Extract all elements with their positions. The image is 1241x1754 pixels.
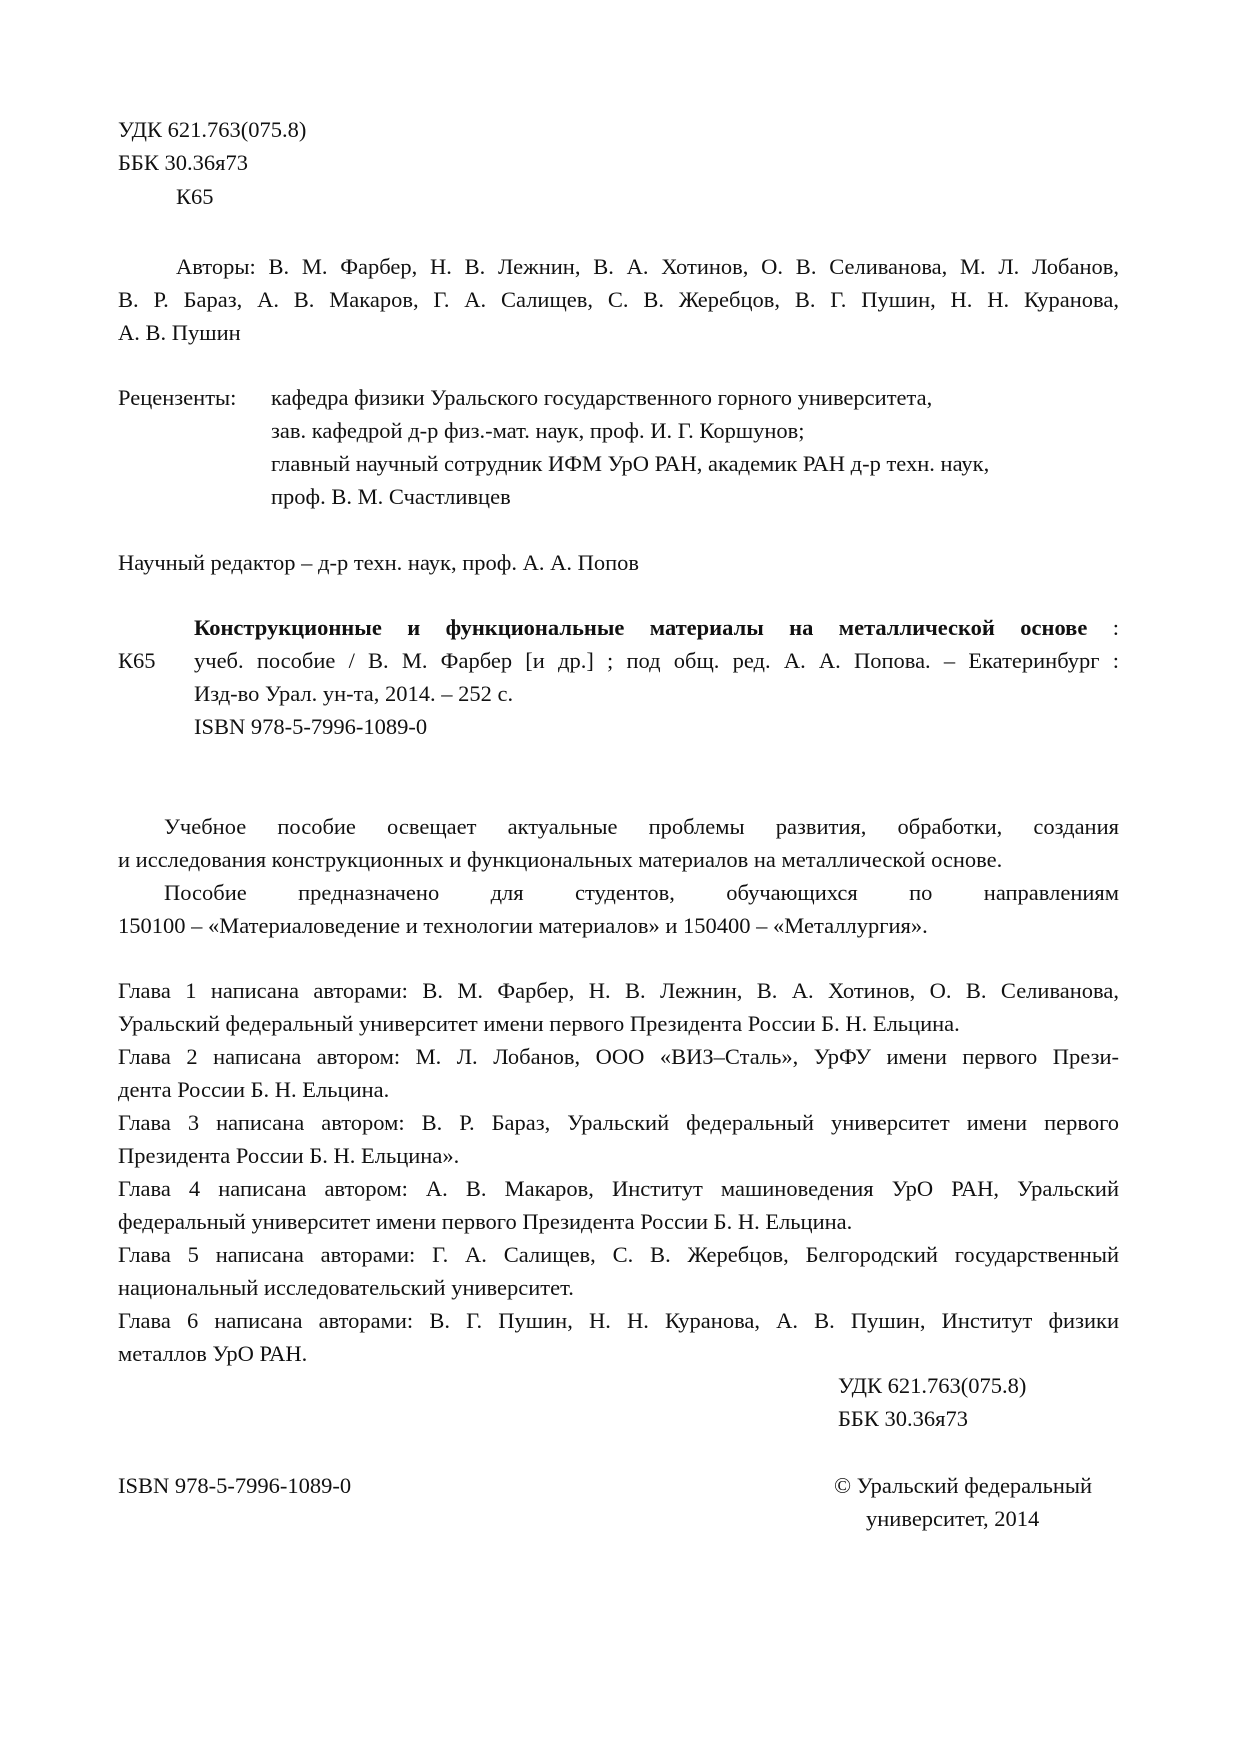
annotation-p2-line-1: Пособие предназначено для студентов, обучающихся по направлениям xyxy=(164,880,1119,905)
annotation-p2-line-2: 150100 – «Материаловедение и технологии материалов» и 150400 – «Металлургия». xyxy=(118,913,928,938)
annotation-p1-line-2: и исследования конструкционных и функциональных материалов на металлической основе. xyxy=(118,847,1003,872)
authors-line-3: А. В. Пушин xyxy=(118,320,241,345)
footer-isbn: ISBN 978-5-7996-1089-0 xyxy=(118,1473,352,1498)
bib-title-suffix: : xyxy=(1087,615,1119,640)
reviewer-line-1: кафедра физики Уральского государственного горного университета, xyxy=(271,385,933,410)
chapter-1-line-1: Глава 1 написана авторами: В. М. Фарбер, Н. В. Лежнин, В. А. Хотинов, О. В. Селиванова, xyxy=(118,978,1119,1003)
chapter-2-line-2: дента России Б. Н. Ельцина. xyxy=(118,1077,390,1102)
bib-title: Конструкционные и функциональные материалы на металлической основе xyxy=(194,615,1088,640)
bib-title-line xyxy=(194,612,1119,644)
bib-line-3: Изд-во Урал. ун-та, 2014. – 252 с. xyxy=(194,681,514,706)
reviewer-line-2: зав. кафедрой д-р физ.-мат. наук, проф. И. Г. Коршунов; xyxy=(271,418,805,443)
author-mark-code: К65 xyxy=(176,184,214,209)
annotation-p1-line-1: Учебное пособие освещает актуальные проблемы развития, обработки, создания xyxy=(164,814,1119,839)
chapter-1-line-2: Уральский федеральный университет имени первого Президента России Б. Н. Ельцина. xyxy=(118,1011,960,1036)
scientific-editor: Научный редактор – д-р техн. наук, проф. А. А. Попов xyxy=(118,550,640,575)
bib-isbn: ISBN 978-5-7996-1089-0 xyxy=(194,714,428,739)
bib-line-2: учеб. пособие / В. М. Фарбер [и др.] ; под общ. ред. А. А. Попова. – Екатеринбург : xyxy=(194,648,1119,673)
chapter-3-line-2: Президента России Б. Н. Ельцина». xyxy=(118,1143,460,1168)
reviewers-label: Рецензенты: xyxy=(118,385,237,410)
chapter-3-line-1: Глава 3 написана автором: В. Р. Бараз, Уральский федеральный университет имени первого xyxy=(118,1110,1119,1135)
reviewer-line-3: главный научный сотрудник ИФМ УрО РАН, академик РАН д-р техн. наук, xyxy=(271,451,990,476)
authors-line-2: В. Р. Бараз, А. В. Макаров, Г. А. Салищев, С. В. Жеребцов, В. Г. Пушин, Н. Н. Куранова, xyxy=(118,287,1119,312)
chapter-5-line-1: Глава 5 написана авторами: Г. А. Салищев, С. В. Жеребцов, Белгородский государственный xyxy=(118,1242,1119,1267)
copyright-line-1: © Уральский федеральный xyxy=(834,1473,1093,1498)
chapter-4-line-1: Глава 4 написана автором: А. В. Макаров, Институт машиноведения УрО РАН, Уральский xyxy=(118,1176,1119,1201)
chapter-4-line-2: федеральный университет имени первого Президента России Б. Н. Ельцина. xyxy=(118,1209,853,1234)
chapter-5-line-2: национальный исследовательский университет. xyxy=(118,1275,574,1300)
bib-code: К65 xyxy=(118,648,156,673)
footer-udk: УДК 621.763(075.8) xyxy=(838,1373,1027,1398)
chapter-6-line-1: Глава 6 написана авторами: В. Г. Пушин, Н. Н. Куранова, А. В. Пушин, Институт физики xyxy=(118,1308,1119,1333)
udk-code: УДК 621.763(075.8) xyxy=(118,117,307,142)
chapter-6-line-2: металлов УрО РАН. xyxy=(118,1341,308,1366)
bbk-code: ББК 30.36я73 xyxy=(118,150,248,175)
reviewer-line-4: проф. В. М. Счастливцев xyxy=(271,484,511,509)
footer-bbk: ББК 30.36я73 xyxy=(838,1406,968,1431)
chapter-2-line-1: Глава 2 написана автором: М. Л. Лобанов, ООО «ВИЗ–Сталь», УрФУ имени первого Прези- xyxy=(118,1044,1119,1069)
authors-line-1: Авторы: В. М. Фарбер, Н. В. Лежнин, В. А. Хотинов, О. В. Селиванова, М. Л. Лобанов, xyxy=(176,254,1119,279)
copyright-line-2: университет, 2014 xyxy=(866,1506,1040,1531)
